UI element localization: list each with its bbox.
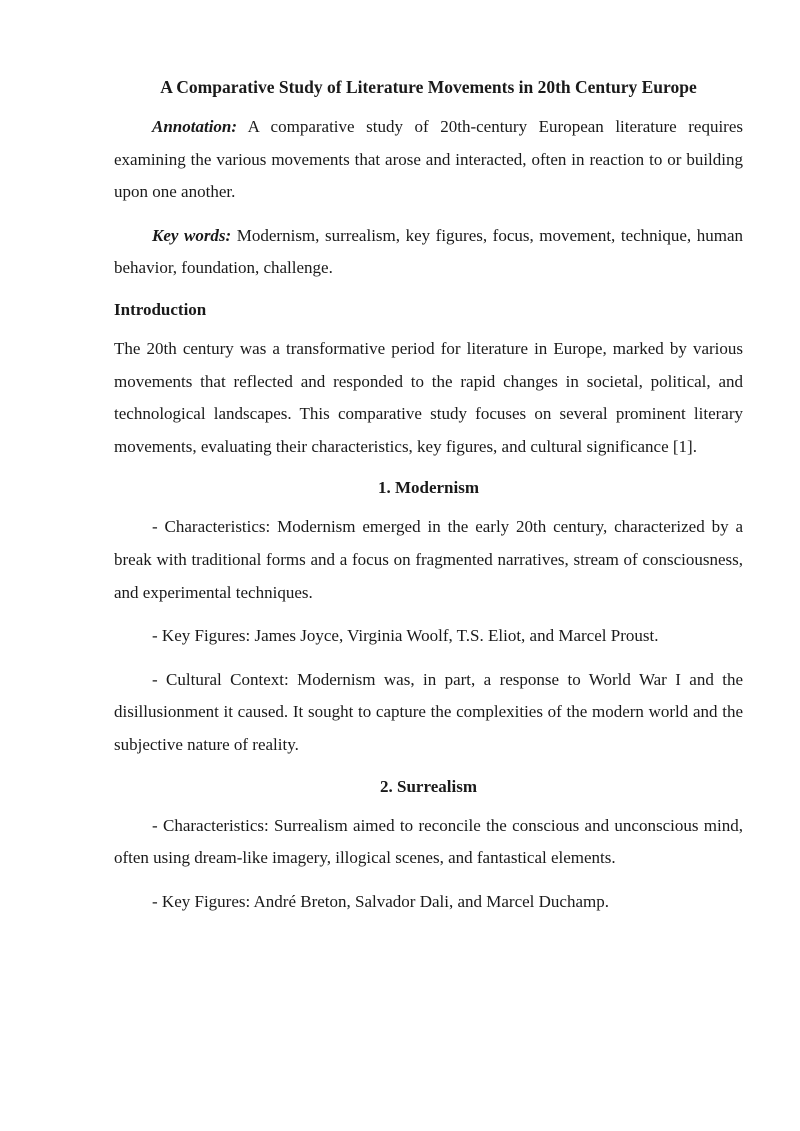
section-heading-modernism: 1. Modernism [377,478,480,498]
keywords-paragraph [114,220,743,285]
document-page [114,74,743,929]
introduction-paragraph: The 20th century was a transformative period for literature in Europe, marked by various movements that reflected and responded to the rapid changes in societal, political, and technological landscapes. This comparative study focuses on several prominent literary movements, evaluating their characteristics, key figures, and cultural significance [1]. [114,338,743,456]
surrealism-key-figures: - Key Figures: André Breton, Salvador Dali, and Marcel Duchamp. [152,891,609,911]
section-heading-surrealism: 2. Surrealism [380,776,477,796]
modernism-cultural-context: - Cultural Context: Modernism was, in part, a response to World War I and the disillusionment it caused. It sought to capture the complexities of the modern world and the subjective nature of reality. [114,669,743,754]
modernism-characteristics: - Characteristics: Modernism emerged in the early 20th century, characterized by a break with traditional forms and a focus on fragmented narratives, stream of consciousness, and experimental techniques. [114,517,743,602]
annotation-paragraph [114,111,743,209]
keywords-text: Modernism, surrealism, key figures, focus, movement, technique, human behavior, foundation, challenge. [114,225,743,278]
introduction-heading: Introduction [114,299,207,319]
annotation-text: A comparative study of 20th-century European literature requires examining the various movements that arose and interacted, often in reaction to or building upon one another. [114,117,743,202]
annotation-label: Annotation: [152,117,238,136]
modernism-key-figures: - Key Figures: James Joyce, Virginia Woolf, T.S. Eliot, and Marcel Proust. [152,626,659,646]
document-title: A Comparative Study of Literature Movements in 20th Century Europe [160,77,697,97]
keywords-label: Key words: [152,225,232,245]
surrealism-characteristics: - Characteristics: Surrealism aimed to reconcile the conscious and unconscious mind, often using dream-like imagery, illogical scenes, and fantastical elements. [114,815,743,868]
